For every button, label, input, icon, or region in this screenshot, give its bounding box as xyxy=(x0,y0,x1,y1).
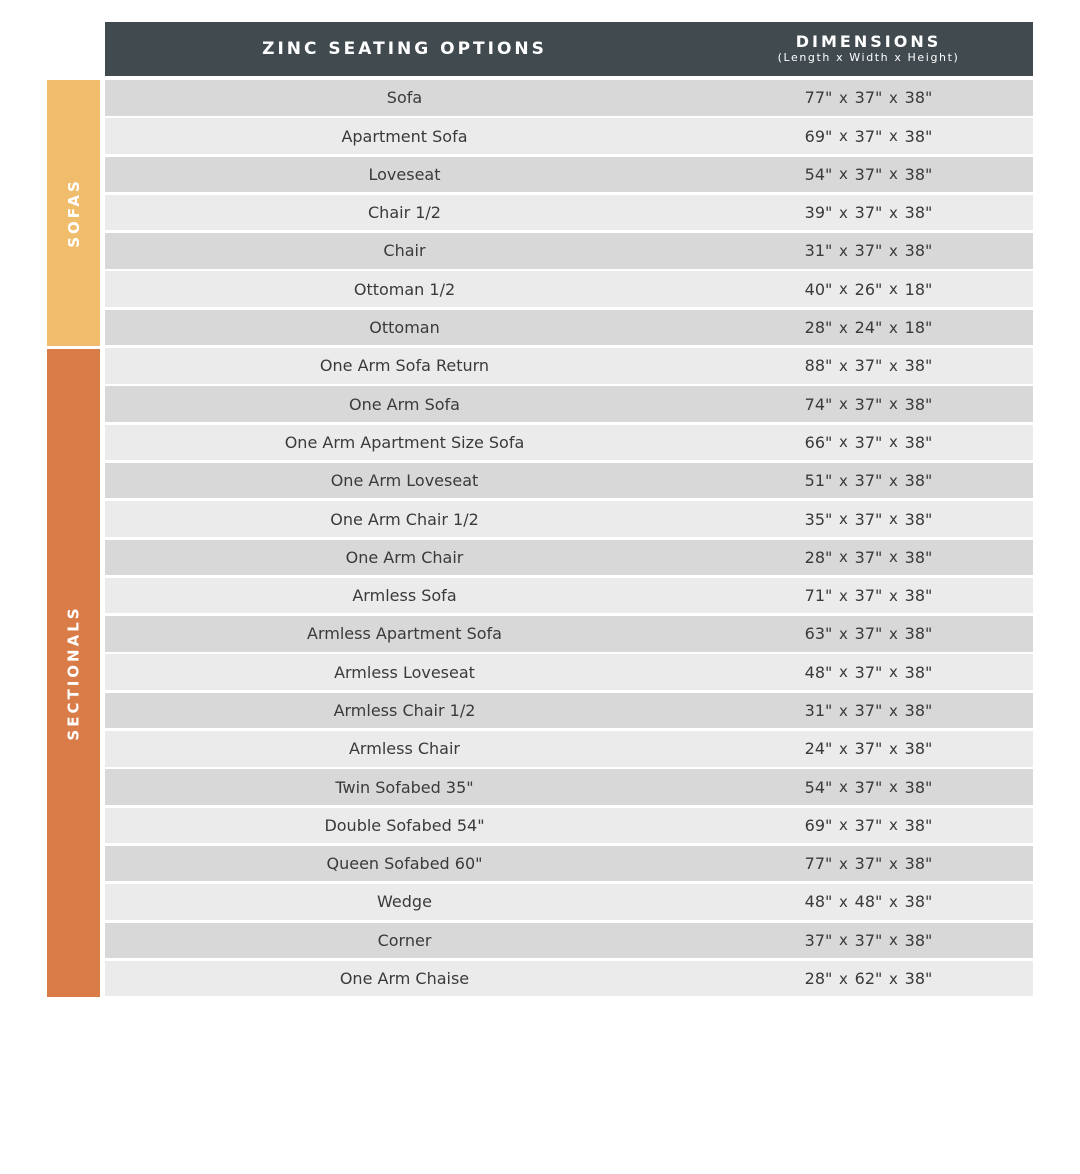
table-row xyxy=(105,731,1033,767)
seating-option-name: Armless Sofa xyxy=(352,586,457,606)
dimension-width: 37" xyxy=(854,88,883,108)
table-row xyxy=(105,769,1033,805)
dimensions-cell xyxy=(704,808,1033,844)
dimension-separator: x xyxy=(839,854,848,873)
dimension-height: 38" xyxy=(904,969,933,989)
dimension-length: 71" xyxy=(804,586,833,606)
dimension-width: 37" xyxy=(854,739,883,759)
dimension-separator: x xyxy=(889,471,898,490)
dimensions-cell xyxy=(704,769,1033,805)
dimensions-cell xyxy=(704,501,1033,537)
dimension-separator: x xyxy=(889,510,898,529)
table-row xyxy=(105,693,1033,729)
dimension-height: 18" xyxy=(904,318,933,338)
dimension-separator: x xyxy=(839,739,848,758)
dimension-separator: x xyxy=(889,701,898,720)
dimensions-cell xyxy=(704,616,1033,652)
group-label-sofas-text: SOFAS xyxy=(64,178,83,248)
dimensions-cell xyxy=(704,386,1033,422)
dimension-length: 28" xyxy=(804,547,833,567)
group-label-sectionals xyxy=(47,349,100,997)
dimension-separator: x xyxy=(889,356,898,375)
table-row xyxy=(105,846,1033,882)
dimension-height: 38" xyxy=(904,777,933,797)
dimension-length: 24" xyxy=(804,739,833,759)
seating-option-name: Loveseat xyxy=(368,164,441,184)
dimension-separator: x xyxy=(889,395,898,414)
dimension-separator: x xyxy=(839,701,848,720)
seating-option-name: Ottoman xyxy=(369,318,440,338)
table-row xyxy=(105,425,1033,461)
dimension-width: 37" xyxy=(854,203,883,223)
dimension-height: 38" xyxy=(904,739,933,759)
dimension-length: 77" xyxy=(804,88,833,108)
table-row xyxy=(105,233,1033,269)
dimensions-cell xyxy=(704,271,1033,307)
dimensions-cell xyxy=(704,310,1033,346)
dimensions-cell xyxy=(704,654,1033,690)
dimension-width: 37" xyxy=(854,777,883,797)
dimension-separator: x xyxy=(889,88,898,107)
dimension-height: 38" xyxy=(904,892,933,912)
dimension-separator: x xyxy=(889,624,898,643)
group-label-sectionals-text: SECTIONALS xyxy=(64,605,83,741)
seating-option-name: Ottoman 1/2 xyxy=(353,279,456,299)
dimension-height: 38" xyxy=(904,930,933,950)
seating-option-name: Sofa xyxy=(386,88,423,108)
dimension-separator: x xyxy=(839,395,848,414)
dimension-length: 66" xyxy=(804,432,833,452)
dimension-length: 28" xyxy=(804,969,833,989)
dimension-width: 48" xyxy=(854,892,883,912)
table-row xyxy=(105,808,1033,844)
seating-option-name: Twin Sofabed 35" xyxy=(335,777,474,797)
dimensions-cell xyxy=(704,923,1033,959)
dimension-separator: x xyxy=(889,739,898,758)
dimension-separator: x xyxy=(889,663,898,682)
dimension-length: 28" xyxy=(804,318,833,338)
dimension-height: 38" xyxy=(904,662,933,682)
table-row xyxy=(105,271,1033,307)
dimension-separator: x xyxy=(839,471,848,490)
dimension-separator: x xyxy=(839,241,848,260)
dimension-width: 26" xyxy=(854,279,883,299)
dimension-separator: x xyxy=(839,548,848,567)
dimension-separator: x xyxy=(839,931,848,950)
dimension-separator: x xyxy=(839,510,848,529)
dimensions-cell xyxy=(704,195,1033,231)
dimension-separator: x xyxy=(839,663,848,682)
dimension-separator: x xyxy=(889,931,898,950)
dimension-height: 38" xyxy=(904,241,933,261)
dimension-separator: x xyxy=(889,127,898,146)
seating-option-name: One Arm Chair 1/2 xyxy=(330,509,479,529)
table-row xyxy=(105,616,1033,652)
dimension-height: 38" xyxy=(904,854,933,874)
dimension-height: 38" xyxy=(904,586,933,606)
dimension-separator: x xyxy=(839,816,848,835)
dimension-height: 38" xyxy=(904,394,933,414)
table-row xyxy=(105,923,1033,959)
dimension-length: 35" xyxy=(804,509,833,529)
seating-option-name: Apartment Sofa xyxy=(341,126,468,146)
dimensions-cell xyxy=(704,118,1033,154)
group-label-sofas xyxy=(47,80,100,346)
table-row xyxy=(105,501,1033,537)
dimensions-cell xyxy=(704,731,1033,767)
table-row xyxy=(105,540,1033,576)
dimension-separator: x xyxy=(839,165,848,184)
seating-option-name: Armless Chair 1/2 xyxy=(333,701,476,720)
dimension-width: 37" xyxy=(854,701,883,720)
dimensions-cell xyxy=(704,693,1033,729)
dimension-length: 63" xyxy=(804,624,833,644)
dimension-separator: x xyxy=(889,318,898,337)
dimension-width: 37" xyxy=(854,930,883,950)
dimension-width: 24" xyxy=(854,318,883,338)
table-row xyxy=(105,348,1033,384)
dimension-height: 38" xyxy=(904,701,933,720)
table-row xyxy=(105,195,1033,231)
dimension-separator: x xyxy=(839,280,848,299)
seating-table-body xyxy=(105,80,1033,999)
dimension-separator: x xyxy=(839,203,848,222)
dimension-separator: x xyxy=(889,969,898,988)
dimensions-cell xyxy=(704,425,1033,461)
dimension-width: 62" xyxy=(854,969,883,989)
table-row xyxy=(105,118,1033,154)
dimensions-cell xyxy=(704,578,1033,614)
dimension-length: 31" xyxy=(804,701,833,720)
dimension-height: 38" xyxy=(904,815,933,835)
dimension-length: 48" xyxy=(804,892,833,912)
dimension-height: 38" xyxy=(904,509,933,529)
seating-option-name: Armless Chair xyxy=(348,739,460,759)
dimension-separator: x xyxy=(839,127,848,146)
dimension-width: 37" xyxy=(854,854,883,874)
dimension-length: 37" xyxy=(804,930,833,950)
dimension-height: 38" xyxy=(904,203,933,223)
dimension-width: 37" xyxy=(854,432,883,452)
dimension-width: 37" xyxy=(854,624,883,644)
dimensions-heading-cell xyxy=(704,22,1033,76)
dimension-width: 37" xyxy=(854,126,883,146)
dimension-length: 40" xyxy=(804,279,833,299)
dimensions-cell xyxy=(704,463,1033,499)
table-row xyxy=(105,386,1033,422)
dimension-width: 37" xyxy=(854,815,883,835)
dimension-separator: x xyxy=(839,433,848,452)
dimension-length: 54" xyxy=(804,777,833,797)
seating-options-heading: ZINC SEATING OPTIONS xyxy=(262,39,547,59)
table-row xyxy=(105,463,1033,499)
dimensions-cell xyxy=(704,157,1033,193)
dimension-width: 37" xyxy=(854,586,883,606)
dimension-length: 54" xyxy=(804,164,833,184)
seating-option-name: Chair 1/2 xyxy=(368,203,441,223)
seating-option-name: Chair xyxy=(383,241,426,261)
seating-option-name: Queen Sofabed 60" xyxy=(326,854,483,874)
seating-option-name: One Arm Loveseat xyxy=(330,471,479,491)
dimension-length: 39" xyxy=(804,203,833,223)
dimensions-cell xyxy=(704,961,1033,997)
seating-option-name: Armless Loveseat xyxy=(334,662,475,682)
dimension-separator: x xyxy=(889,816,898,835)
dimension-length: 51" xyxy=(804,471,833,491)
dimension-length: 74" xyxy=(804,394,833,414)
seating-option-name: Armless Apartment Sofa xyxy=(307,624,502,644)
dimension-width: 37" xyxy=(854,356,883,376)
dimension-length: 88" xyxy=(804,356,833,376)
dimensions-cell xyxy=(704,348,1033,384)
dimension-separator: x xyxy=(839,892,848,911)
dimension-separator: x xyxy=(839,969,848,988)
seating-option-name: One Arm Apartment Size Sofa xyxy=(284,432,525,452)
dimension-separator: x xyxy=(889,165,898,184)
table-row xyxy=(105,578,1033,614)
dimension-width: 37" xyxy=(854,509,883,529)
dimensions-cell xyxy=(704,540,1033,576)
table-row xyxy=(105,310,1033,346)
table-header xyxy=(105,22,1033,76)
dimension-height: 38" xyxy=(904,164,933,184)
dimension-width: 37" xyxy=(854,547,883,567)
dimension-width: 37" xyxy=(854,394,883,414)
dimension-separator: x xyxy=(839,778,848,797)
dimension-separator: x xyxy=(889,433,898,452)
dimension-height: 38" xyxy=(904,432,933,452)
dimension-length: 69" xyxy=(804,815,833,835)
table-row xyxy=(105,80,1033,116)
dimensions-cell xyxy=(704,846,1033,882)
dimension-height: 38" xyxy=(904,88,933,108)
dimension-separator: x xyxy=(889,241,898,260)
dimension-length: 31" xyxy=(804,241,833,261)
dimension-height: 38" xyxy=(904,471,933,491)
dimension-width: 37" xyxy=(854,471,883,491)
dimension-width: 37" xyxy=(854,241,883,261)
seating-option-name: One Arm Chair xyxy=(345,547,464,567)
dimension-separator: x xyxy=(839,318,848,337)
seating-option-name: Wedge xyxy=(377,892,432,912)
dimension-length: 77" xyxy=(804,854,833,874)
dimension-height: 38" xyxy=(904,547,933,567)
dimension-separator: x xyxy=(839,586,848,605)
dimension-separator: x xyxy=(839,356,848,375)
dimension-height: 38" xyxy=(904,356,933,376)
dimension-separator: x xyxy=(889,778,898,797)
seating-option-name: One Arm Sofa Return xyxy=(319,356,490,376)
dimension-separator: x xyxy=(889,854,898,873)
seating-option-name: One Arm Sofa xyxy=(349,394,460,414)
dimension-separator: x xyxy=(839,624,848,643)
dimension-separator: x xyxy=(889,548,898,567)
seating-option-name: Corner xyxy=(377,930,432,950)
dimensions-cell xyxy=(704,884,1033,920)
dimension-length: 69" xyxy=(804,126,833,146)
dimension-separator: x xyxy=(889,280,898,299)
dimension-length: 48" xyxy=(804,662,833,682)
seating-option-name: Double Sofabed 54" xyxy=(324,815,485,835)
dimensions-cell xyxy=(704,80,1033,116)
dimension-separator: x xyxy=(889,586,898,605)
dimensions-heading: DIMENSIONS xyxy=(795,32,942,51)
seating-option-name: One Arm Chaise xyxy=(339,969,470,989)
table-row xyxy=(105,157,1033,193)
table-row xyxy=(105,961,1033,997)
dimension-separator: x xyxy=(889,892,898,911)
dimension-height: 38" xyxy=(904,624,933,644)
dimensions-cell xyxy=(704,233,1033,269)
dimension-separator: x xyxy=(889,203,898,222)
table-row xyxy=(105,884,1033,920)
table-row xyxy=(105,654,1033,690)
dimension-height: 18" xyxy=(904,279,933,299)
dimension-separator: x xyxy=(839,88,848,107)
dimension-height: 38" xyxy=(904,126,933,146)
dimension-width: 37" xyxy=(854,662,883,682)
dimensions-subheading: (Length x Width x Height) xyxy=(777,51,960,64)
dimension-width: 37" xyxy=(854,164,883,184)
